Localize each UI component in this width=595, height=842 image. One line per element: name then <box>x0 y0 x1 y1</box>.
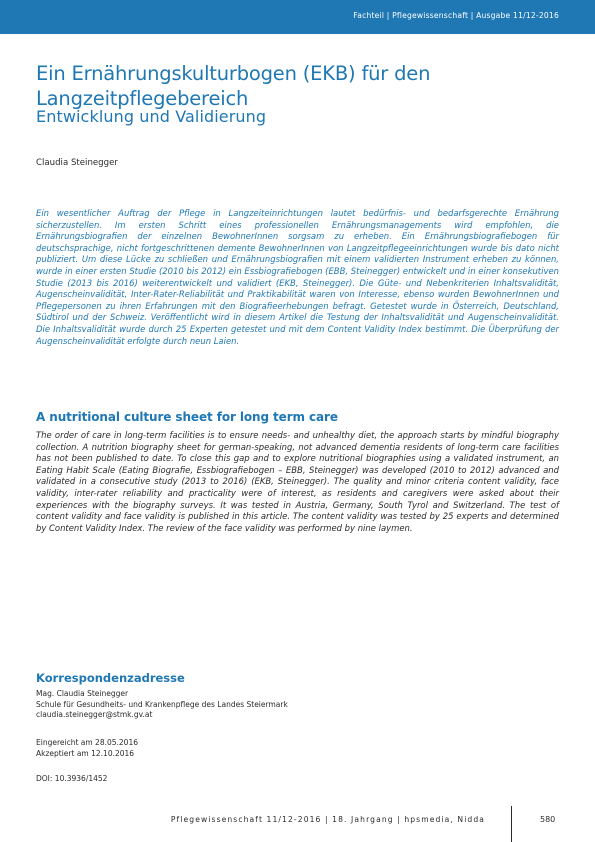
submission-dates <box>36 738 138 759</box>
abstract-german: Ein wesentlicher Auftrag der Pflege in Langzeiteinrichtungen lautet bedürfnis- und bedarfsgerechte Ernährung sicherzustellen. Im ersten Schritt eines professionellen Ernährungsmanagements wird empfohlen, die Ernährungsbiografien der einzelnen BewohnerInnen sorgsam zu erheben. Ein Ernährungsbiografiebogen für deutschsprachige, nicht fortgeschrittenen demente BewohnerInnen von Langzeitpflegeeinrichtungen wurde bis dato nicht publiziert. Um diese Lücke zu schließen und Ernährungsbiografien mit einem validierten Instrument erheben zu können, wurde in einer ersten Studie (2010 bis 2012) ein Essbiografiebogen (EBB, Steinegger) entwickelt und in einer konsekutiven Studie (2013 bis 2016) weiterentwickelt und validiert (EKB, Steinegger). Die Güte- und Nebenkriterien Inhaltsvalidität, Augenscheinvalidität, Inter-Rater-Reliabilität und Praktikabilität waren von Interesse, ebenso wurden BewohnerInnen und Pflegepersonen zu ihren Erfahrungen mit den Biografieerhebungen befragt. Getestet wurde in Österreich, Deutschland, Südtirol und der Schweiz. Veröffentlicht wird in diesem Artikel die Testung der Inhaltsvalidität und Augenscheinvalidität. Die Inhaltsvalidität wurde durch 25 Experten getestet und mit dem Content Validity Index bestimmt. Die Überprüfung der Augenscheinvalidität erfolgte durch neun Laien. <box>36 208 559 346</box>
footer-journal-line: Pflegewissenschaft 11/12-2016 | 18. Jahrgang | hpsmedia, Nidda <box>170 815 485 824</box>
header-bar <box>0 0 595 34</box>
abstract-english: The order of care in long-term facilities is to ensure needs- and unhealthy diet, the approach starts by mindful biography collection. A nutrition biography sheet for german-speaking, not advanced dementia residents of long-term care facilities has not been published to date. To close this gap and to explore nutritional biographies using a validated instrument, an Eating Habit Scale (Eating Biografie, Essbiografiebogen – EBB, Steinegger) was developed (2010 to 2012) advanced and validated in a consecutive study (2013 to 2016) (EKB, Steinegger). The quality and minor criteria content validity, face validity, inter-rater reliability and practicality were of interest, as residents and caregivers were asked about their experiences with the biography surveys. It was tested in Austria, Germany, South Tyrol and Switzerland. The test of content validity and face validity is published in this article. The content validity was tested by 25 experts and determined by Content Validity Index. The review of the face validity was performed by nine laymen. <box>36 430 559 533</box>
correspondence-institution: Schule für Gesundheits- und Krankenpflege des Landes Steiermark <box>36 699 288 709</box>
english-abstract-heading: A nutritional culture sheet for long term care <box>36 410 338 424</box>
correspondence-address <box>36 689 288 721</box>
article-subtitle: Entwicklung und Validierung <box>36 107 267 126</box>
footer-divider <box>511 806 512 842</box>
article-title: Ein Ernährungskulturbogen (EKB) für den Langzeitpflegebereich <box>36 62 431 111</box>
correspondence-name: Mag. Claudia Steinegger <box>36 689 129 698</box>
received-date: Eingereicht am 28.05.2016 <box>36 738 138 747</box>
running-head: Fachteil | Pflegewissenschaft | Ausgabe 11/12-2016 <box>353 11 559 20</box>
correspondence-heading: Korrespondenzadresse <box>36 671 185 685</box>
accepted-date: Akzeptiert am 12.10.2016 <box>36 748 135 758</box>
doi[interactable]: DOI: 10.3936/1452 <box>36 774 108 783</box>
author-name: Claudia Steinegger <box>36 158 118 168</box>
correspondence-email[interactable]: claudia.steinegger@stmk.gv.at <box>36 710 153 719</box>
page-number: 580 <box>540 815 556 824</box>
